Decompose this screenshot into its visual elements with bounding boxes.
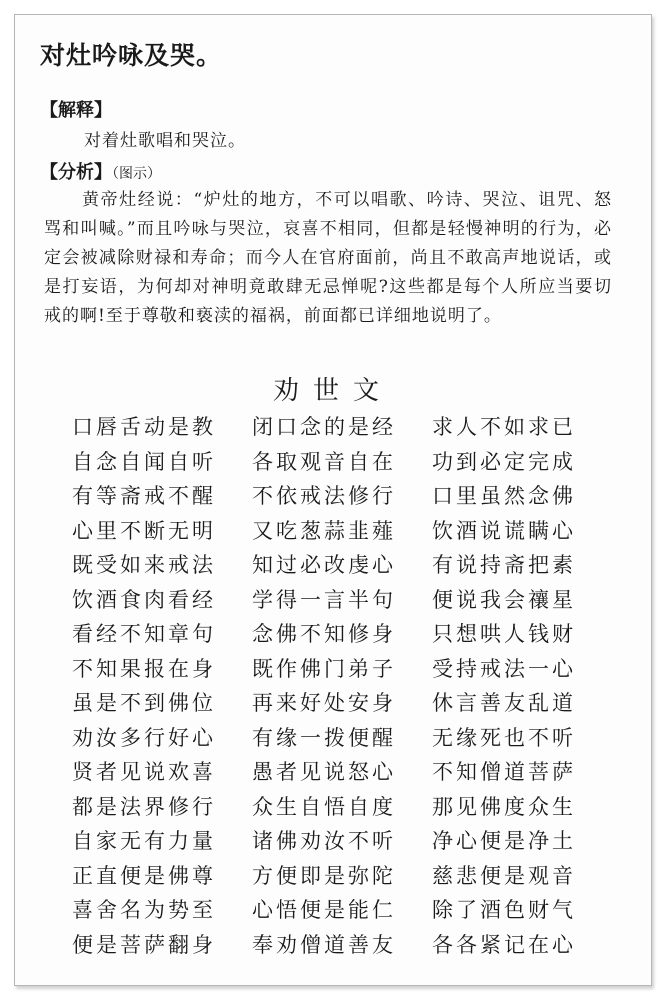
poem-verse: 虽是不到佛位 [72,691,216,715]
poem-grid [72,410,612,962]
poem-verse: 除了酒色财气 [432,898,576,922]
poem-verse: 闭口念的是经 [252,415,396,439]
analysis-label: 【分析】 [40,162,112,183]
poem-verse: 各取观音自在 [252,449,396,474]
poem-verse: 不知果报在身 [72,656,216,681]
poem-verse: 不知僧道菩萨 [432,760,576,784]
poem-verse: 众生自悟自度 [252,794,396,819]
poem-verse: 不依戒法修行 [252,484,396,508]
poem-verse: 学得一言半句 [252,587,396,612]
poem-verse: 奉劝僧道善友 [252,932,396,957]
poem-verse: 只想哄人钱财 [432,622,576,646]
page-title: 对灶吟咏及哭。 [40,41,223,70]
analysis-note: （图示） [112,166,161,182]
poem-verse: 又吃葱蒜韭薤 [252,518,396,543]
poem-verse: 自家无有力量 [72,829,216,853]
poem-verse: 便说我会禳星 [432,587,576,612]
poem-verse: 心悟便是能仁 [252,898,396,922]
poem-verse: 口唇舌动是教 [72,415,216,439]
poem-verse: 自念自闻自听 [72,449,216,474]
poem-verse: 求人不如求已 [432,415,576,439]
poem-verse: 心里不断无明 [72,518,216,543]
poem-verse: 有说持斋把素 [432,553,576,577]
explain-label: 【解释】 [40,100,112,121]
poem-verse: 方便即是弥陀 [252,863,396,888]
poem-verse: 念佛不知修身 [252,622,396,646]
analysis-text: 黄帝灶经说：“炉灶的地方，不可以唱歌、吟诗、哭泣、诅咒、怒骂和叫喊。”而且吟咏与哭泣，哀喜不相同，但都是轻慢神明的行为，必定会被减除财禄和寿命；而今人在官府面前，尚且不敢高声地说话，或是打妄语，为何却对神明竟敢肆无忌惮呢?这些都是每个人所应当要切戒的啊!至于尊敬和亵渎的福祸，前面都已详细地说明了。 [44,190,612,326]
poem-verse: 受持戒法一心 [432,656,576,681]
poem-verse: 有等斋戒不醒 [72,484,216,508]
poem-verse: 慈悲便是观音 [432,863,576,888]
poem-title: 劝世文 [272,376,393,406]
poem-verse: 便是菩萨翻身 [72,932,216,957]
poem-verse: 各各紧记在心 [432,932,576,957]
poem-verse: 都是法界修行 [72,794,216,819]
poem-verse: 劝汝多行好心 [72,725,216,750]
poem-verse: 既作佛门弟子 [252,656,396,681]
poem-verse: 无缘死也不听 [432,725,576,750]
poem-verse: 净心便是净土 [432,829,576,853]
poem-verse: 饮酒说谎瞒心 [432,518,576,543]
poem-verse: 愚者见说怒心 [252,760,396,784]
poem-verse: 再来好处安身 [252,691,396,715]
poem-verse: 知过必改虔心 [252,553,396,577]
poem-verse: 口里虽然念佛 [432,484,576,508]
poem-verse: 有缘一拨便醒 [252,725,396,750]
poem-verse: 看经不知章句 [72,622,216,646]
poem-verse: 功到必定完成 [432,449,576,474]
analysis-heading [40,158,161,184]
poem-verse: 诸佛劝汝不听 [252,829,396,853]
poem-verse: 正直便是佛尊 [72,863,216,888]
poem-verse: 那见佛度众生 [432,794,576,819]
poem-verse: 喜舍名为势至 [72,898,216,922]
poem-verse: 贤者见说欢喜 [72,760,216,784]
explain-text: 对着灶歌唱和哭泣。 [84,131,246,151]
poem-verse: 休言善友乱道 [432,691,576,715]
poem-verse: 饮酒食肉看经 [72,587,216,612]
poem-verse: 既受如来戒法 [72,553,216,577]
